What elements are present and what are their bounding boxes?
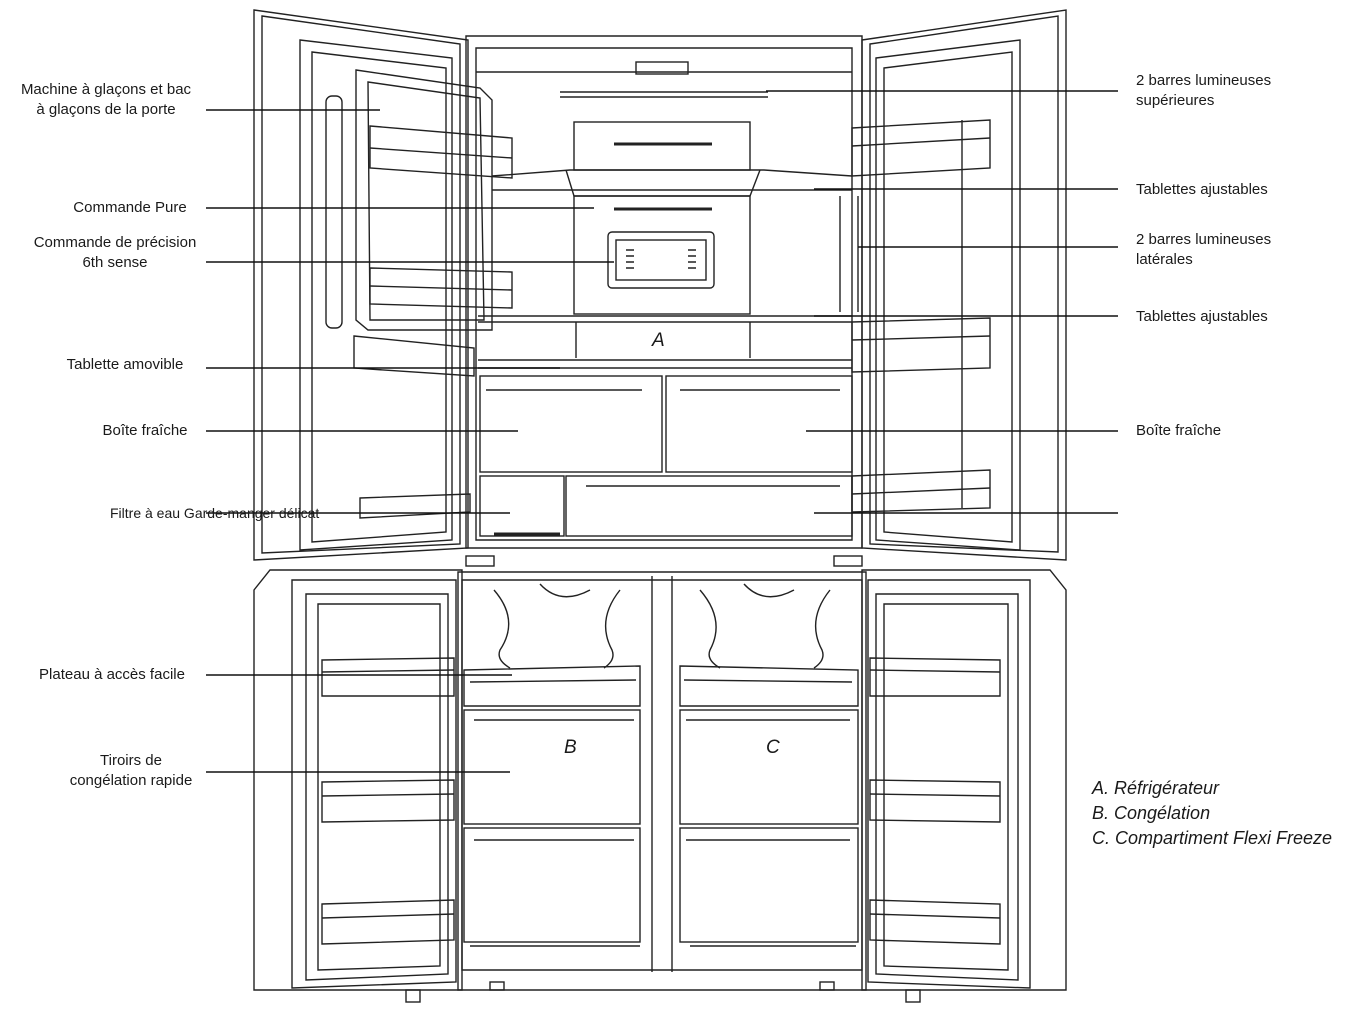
lower-left-door [254,570,462,1002]
lower-right-door [862,570,1066,1002]
label-fast-freeze-drawers: Tiroirs de congélation rapide [69,752,193,789]
legend [1092,776,1332,851]
label-side-light-bars: 2 barres lumineuses latérales [1136,231,1272,268]
label-adjustable-shelves-2: Tablettes ajustables [1136,308,1268,325]
label-fresh-box-left: Boîte fraîche [102,422,188,439]
legend-item-c: C. Compartiment Flexi Freeze [1092,828,1333,848]
upper-left-door [254,10,512,560]
zone-label-c: C [766,737,780,758]
label-water-filter: Filtre à eau Garde-manger délicat [110,505,320,521]
legend-item-b: B. Congélation [1092,803,1211,823]
label-fresh-box-right: Boîte fraîche [1136,422,1222,439]
zone-label-b: B [564,737,577,758]
label-top-light-bars: 2 barres lumineuses supérieures [1136,72,1272,109]
freezer-cabinet [458,572,866,990]
fridge-cabinet [466,36,862,548]
legend-item-a: A. Réfrigérateur [1092,778,1220,798]
label-adjustable-shelves-1: Tablettes ajustables [1136,181,1268,198]
label-pure-control: Commande Pure [73,199,187,216]
label-precision-control: Commande de précision 6th sense [33,234,197,271]
label-removable-shelf: Tablette amovible [66,356,184,373]
upper-right-door [852,10,1066,560]
label-easy-access-tray: Plateau à accès facile [39,666,185,683]
zone-label-a: A [652,330,665,351]
label-ice-maker: Machine à glaçons et bac à glaçons de la porte [20,81,192,118]
